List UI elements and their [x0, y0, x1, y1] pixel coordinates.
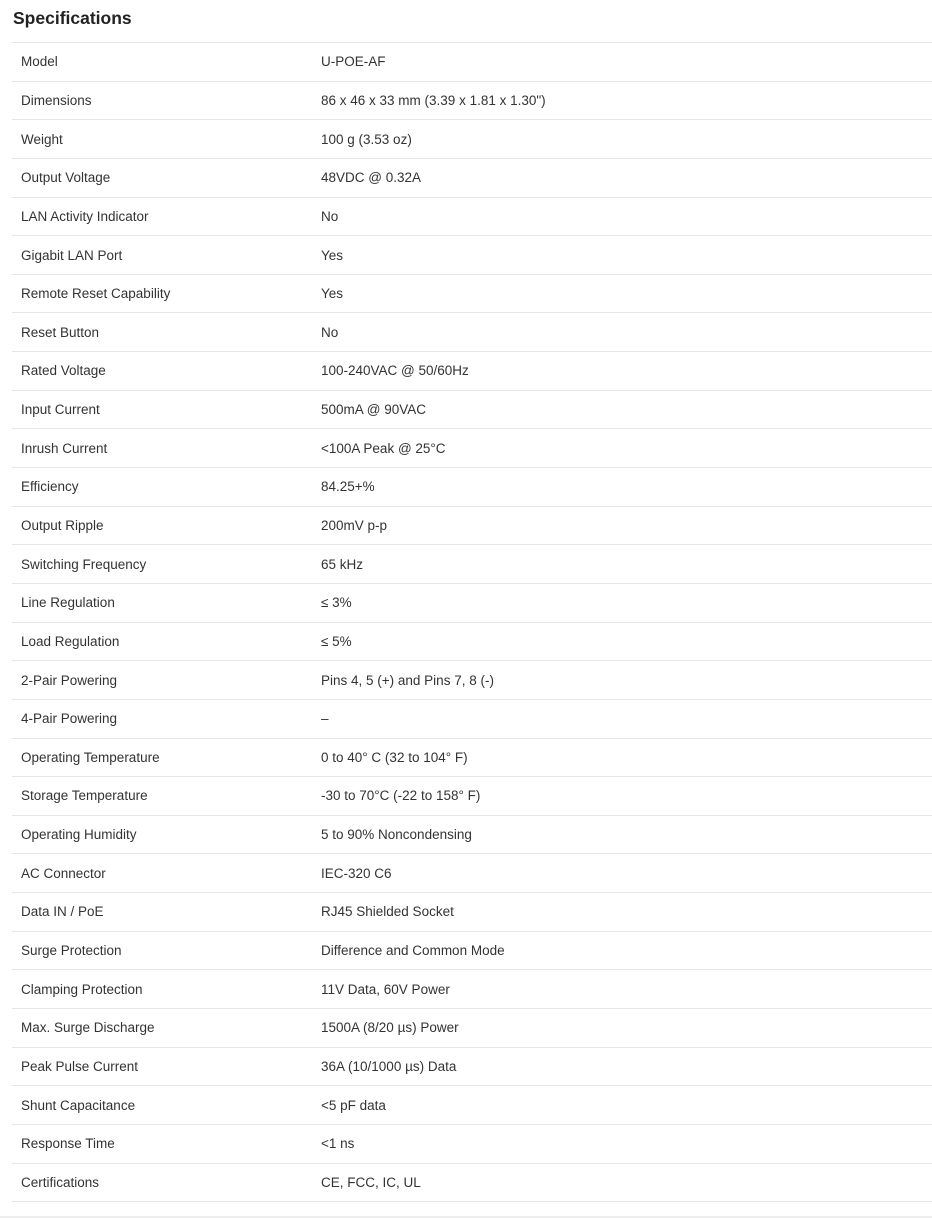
spec-value: <5 pF data — [321, 1086, 932, 1125]
spec-label: Max. Surge Discharge — [12, 1009, 321, 1048]
table-row — [12, 1009, 932, 1048]
table-row — [12, 43, 932, 82]
table-row — [12, 390, 932, 429]
section-title: Specifications — [13, 8, 132, 28]
spec-label: Load Regulation — [12, 622, 321, 661]
spec-value: 84.25+% — [321, 468, 932, 507]
spec-value: U-POE-AF — [321, 43, 932, 82]
spec-value: No — [321, 313, 932, 352]
table-row — [12, 274, 932, 313]
spec-value: 65 kHz — [321, 545, 932, 584]
spec-label: Reset Button — [12, 313, 321, 352]
table-row — [12, 661, 932, 700]
spec-value: Difference and Common Mode — [321, 931, 932, 970]
spec-label: Model — [12, 43, 321, 82]
spec-label: Efficiency — [12, 468, 321, 507]
spec-value: <100A Peak @ 25°C — [321, 429, 932, 468]
spec-label: Storage Temperature — [12, 777, 321, 816]
spec-label: Operating Temperature — [12, 738, 321, 777]
spec-value: No — [321, 197, 932, 236]
spec-label: Weight — [12, 120, 321, 159]
spec-value: Yes — [321, 274, 932, 313]
spec-label: Line Regulation — [12, 583, 321, 622]
spec-label: Input Current — [12, 390, 321, 429]
table-row — [12, 583, 932, 622]
spec-value: 5 to 90% Noncondensing — [321, 815, 932, 854]
table-row — [12, 352, 932, 391]
spec-value: RJ45 Shielded Socket — [321, 893, 932, 932]
spec-value: 1500A (8/20 µs) Power — [321, 1009, 932, 1048]
spec-value: – — [321, 699, 932, 738]
spec-value: 86 x 46 x 33 mm (3.39 x 1.81 x 1.30") — [321, 81, 932, 120]
spec-label: Shunt Capacitance — [12, 1086, 321, 1125]
table-row — [12, 120, 932, 159]
spec-value: 36A (10/1000 µs) Data — [321, 1047, 932, 1086]
table-row — [12, 468, 932, 507]
table-row — [12, 622, 932, 661]
spec-value: 48VDC @ 0.32A — [321, 158, 932, 197]
spec-value: IEC-320 C6 — [321, 854, 932, 893]
spec-label: LAN Activity Indicator — [12, 197, 321, 236]
spec-label: Certifications — [12, 1163, 321, 1202]
spec-label: 2-Pair Powering — [12, 661, 321, 700]
table-row — [12, 699, 932, 738]
table-row — [12, 429, 932, 468]
table-row — [12, 738, 932, 777]
spec-label: Remote Reset Capability — [12, 274, 321, 313]
spec-label: Inrush Current — [12, 429, 321, 468]
spec-value: CE, FCC, IC, UL — [321, 1163, 932, 1202]
spec-value: 100-240VAC @ 50/60Hz — [321, 352, 932, 391]
spec-label: 4-Pair Powering — [12, 699, 321, 738]
spec-label: Surge Protection — [12, 931, 321, 970]
spec-value: <1 ns — [321, 1124, 932, 1163]
table-row — [12, 197, 932, 236]
spec-value: 500mA @ 90VAC — [321, 390, 932, 429]
table-row — [12, 1047, 932, 1086]
spec-value: 200mV p-p — [321, 506, 932, 545]
spec-label: Data IN / PoE — [12, 893, 321, 932]
spec-label: Operating Humidity — [12, 815, 321, 854]
table-row — [12, 506, 932, 545]
table-row — [12, 893, 932, 932]
table-row — [12, 545, 932, 584]
spec-label: Clamping Protection — [12, 970, 321, 1009]
table-row — [12, 854, 932, 893]
table-row — [12, 313, 932, 352]
specifications-table-body — [12, 43, 932, 1202]
spec-label: Switching Frequency — [12, 545, 321, 584]
spec-label: Dimensions — [12, 81, 321, 120]
spec-value: Pins 4, 5 (+) and Pins 7, 8 (-) — [321, 661, 932, 700]
table-row — [12, 970, 932, 1009]
spec-value: ≤ 3% — [321, 583, 932, 622]
spec-label: Response Time — [12, 1124, 321, 1163]
table-row — [12, 158, 932, 197]
table-row — [12, 1124, 932, 1163]
table-row — [12, 1163, 932, 1202]
bottom-divider — [0, 1216, 932, 1218]
spec-value: ≤ 5% — [321, 622, 932, 661]
spec-value: 11V Data, 60V Power — [321, 970, 932, 1009]
spec-label: Rated Voltage — [12, 352, 321, 391]
spec-label: Output Voltage — [12, 158, 321, 197]
spec-value: Yes — [321, 236, 932, 275]
spec-label: Gigabit LAN Port — [12, 236, 321, 275]
table-row — [12, 81, 932, 120]
table-row — [12, 815, 932, 854]
spec-value: -30 to 70°C (-22 to 158° F) — [321, 777, 932, 816]
spec-value: 0 to 40° C (32 to 104° F) — [321, 738, 932, 777]
spec-label: AC Connector — [12, 854, 321, 893]
spec-label: Peak Pulse Current — [12, 1047, 321, 1086]
table-row — [12, 931, 932, 970]
table-row — [12, 1086, 932, 1125]
table-row — [12, 777, 932, 816]
table-row — [12, 236, 932, 275]
spec-label: Output Ripple — [12, 506, 321, 545]
spec-value: 100 g (3.53 oz) — [321, 120, 932, 159]
specifications-table — [12, 42, 932, 1202]
